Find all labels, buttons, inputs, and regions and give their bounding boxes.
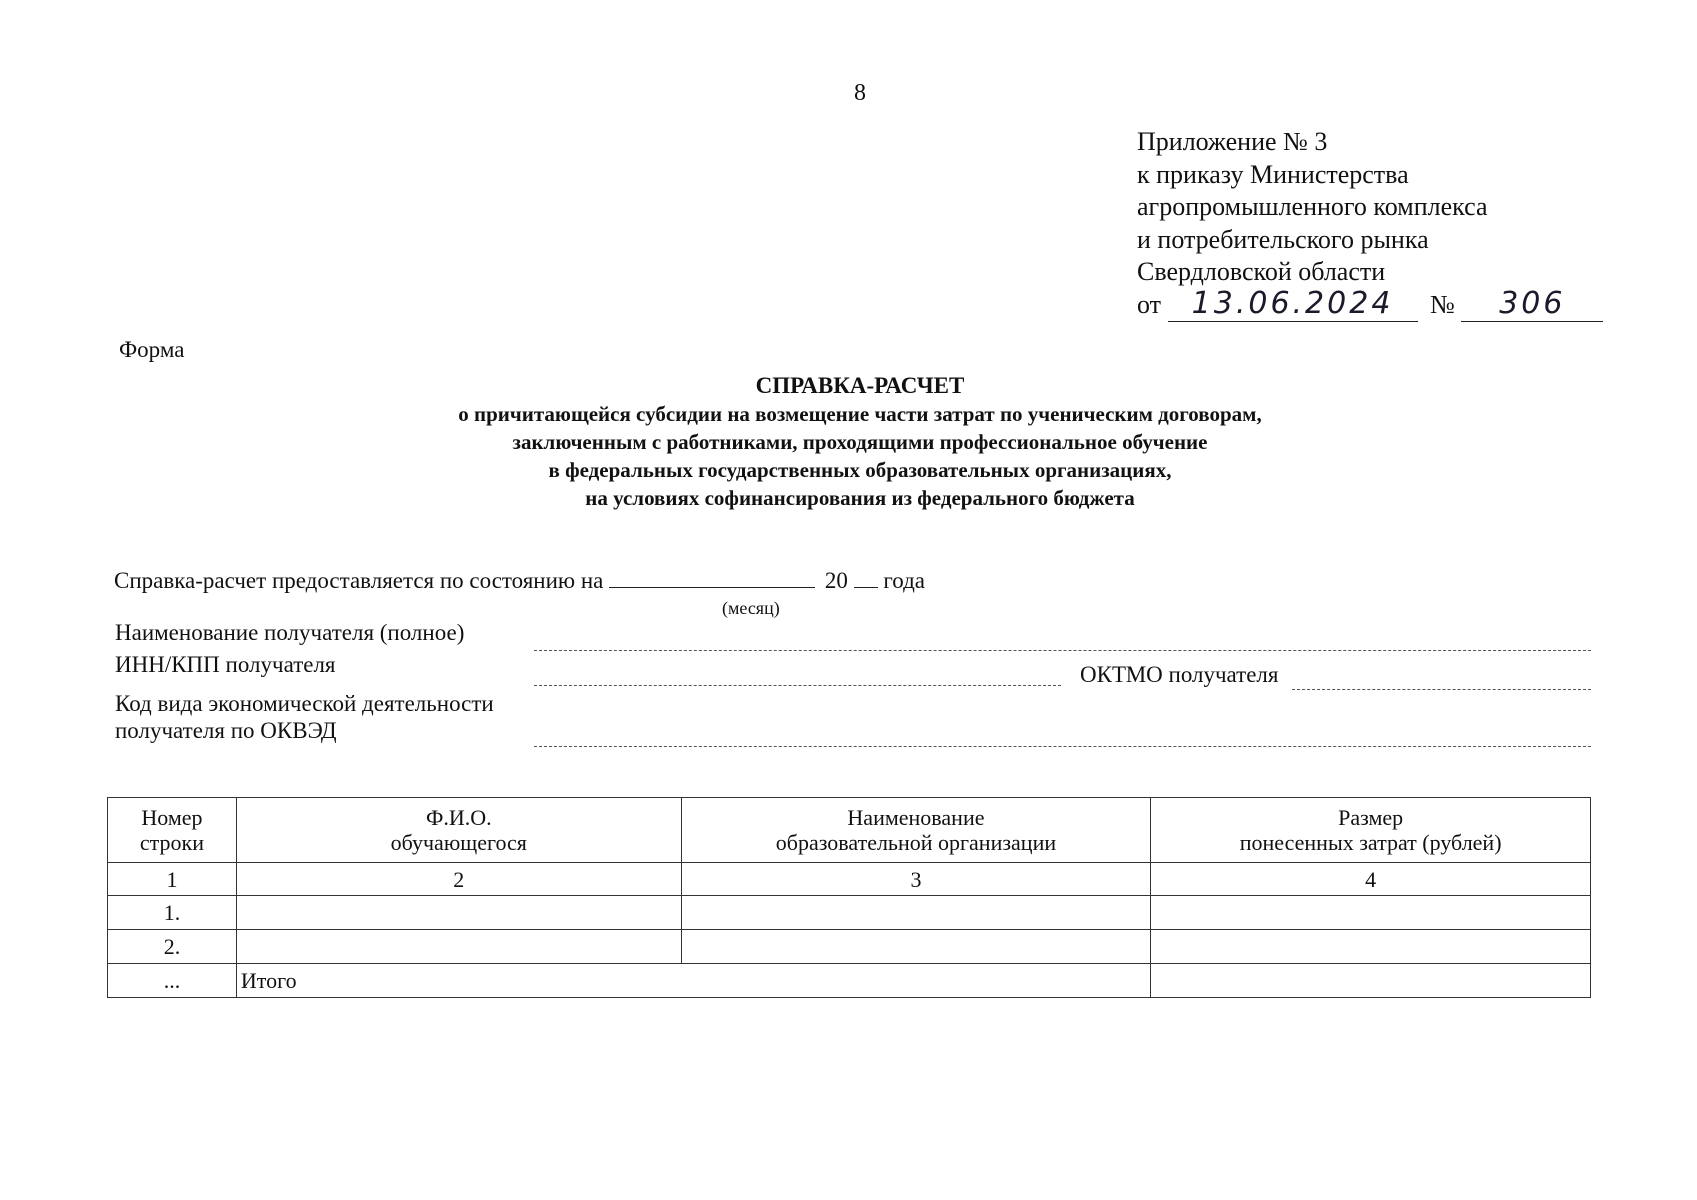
okved-label xyxy=(115,690,494,744)
student-name-cell[interactable] xyxy=(236,896,681,930)
column-numbering-row xyxy=(108,863,1591,896)
header-text: строки xyxy=(139,830,205,855)
oktmo-label: ОКТМО получателя xyxy=(1080,662,1279,687)
title-main: СПРАВКА-РАСЧЕТ xyxy=(755,373,965,398)
appendix-date-line xyxy=(1137,285,1603,322)
organization-cell[interactable] xyxy=(681,930,1151,964)
okved-label-line: получателя по ОКВЭД xyxy=(115,718,337,743)
year-suffix: года xyxy=(883,568,925,593)
header-text: понесенных затрат (рублей) xyxy=(1239,830,1502,855)
recipient-name-label: Наименование получателя (полное) xyxy=(115,620,465,645)
title-line: в федеральных государственных образовательных организациях, xyxy=(548,458,1172,482)
column-number: 1 xyxy=(108,863,237,896)
state-prefix: Справка-расчет предоставляется по состоянию на xyxy=(114,568,604,593)
title-line: заключенным с работниками, проходящими профессиональное обучение xyxy=(512,430,1208,454)
appendix-line: к приказу Министерства xyxy=(1137,159,1409,189)
appendix-line: Приложение № 3 xyxy=(1137,127,1328,156)
column-number: 4 xyxy=(1151,863,1591,896)
table-row xyxy=(108,896,1591,930)
organization-cell[interactable] xyxy=(681,896,1151,930)
okved-field[interactable] xyxy=(534,746,1591,747)
total-label: Итого xyxy=(236,964,1150,998)
recipient-name-field[interactable] xyxy=(534,650,1591,651)
appendix-block xyxy=(1137,126,1603,322)
row-number: 1. xyxy=(108,896,237,930)
header-text: обучающегося xyxy=(390,830,527,855)
title-line: о причитающейся субсидии на возмещение части затрат по ученическим договорам, xyxy=(458,402,1262,426)
number-prefix: № xyxy=(1430,289,1455,319)
title-line: на условиях софинансирования из федерального бюджета xyxy=(585,486,1135,510)
student-name-cell[interactable] xyxy=(236,930,681,964)
inn-kpp-label: ИНН/КПП получателя xyxy=(115,652,336,677)
month-field[interactable] xyxy=(609,567,815,588)
okved-label-line: Код вида экономической деятельности xyxy=(115,691,494,716)
year-prefix: 20 xyxy=(824,568,848,593)
expenses-cell[interactable] xyxy=(1151,896,1591,930)
header-row-number xyxy=(108,798,237,863)
header-text: Размер xyxy=(1338,805,1404,830)
total-expenses-cell[interactable] xyxy=(1151,964,1591,998)
calculation-table xyxy=(107,797,1591,998)
header-text: образовательной организации xyxy=(775,830,1057,855)
table-header-row xyxy=(108,798,1591,863)
order-number-handwritten: 306 xyxy=(1461,291,1603,322)
oktmo-field[interactable] xyxy=(1292,689,1591,690)
header-text: Ф.И.О. xyxy=(425,805,492,830)
expenses-cell[interactable] xyxy=(1151,930,1591,964)
row-number: 2. xyxy=(108,930,237,964)
header-text: Наименование xyxy=(847,805,985,830)
column-number: 3 xyxy=(681,863,1151,896)
row-number: ... xyxy=(108,964,237,998)
date-prefix: от xyxy=(1137,289,1162,319)
header-text: Номер xyxy=(141,805,203,830)
header-organization xyxy=(681,798,1151,863)
table-row xyxy=(108,930,1591,964)
page-number: 8 xyxy=(854,80,866,106)
header-expenses xyxy=(1151,798,1591,863)
document-title xyxy=(250,372,1470,512)
inn-kpp-field[interactable] xyxy=(534,685,1061,686)
column-number: 2 xyxy=(236,863,681,896)
year-field[interactable] xyxy=(854,567,878,588)
appendix-line: и потребительского рынка xyxy=(1137,224,1429,254)
header-student-name xyxy=(236,798,681,863)
order-date-handwritten: 13.06.2024 xyxy=(1168,291,1418,322)
month-caption: (месяц) xyxy=(722,598,780,618)
appendix-line: агропромышленного комплекса xyxy=(1137,192,1488,221)
form-label: Форма xyxy=(119,337,185,362)
total-row xyxy=(108,964,1591,998)
state-date-line xyxy=(114,567,925,594)
appendix-line: Свердловской области xyxy=(1137,257,1386,286)
